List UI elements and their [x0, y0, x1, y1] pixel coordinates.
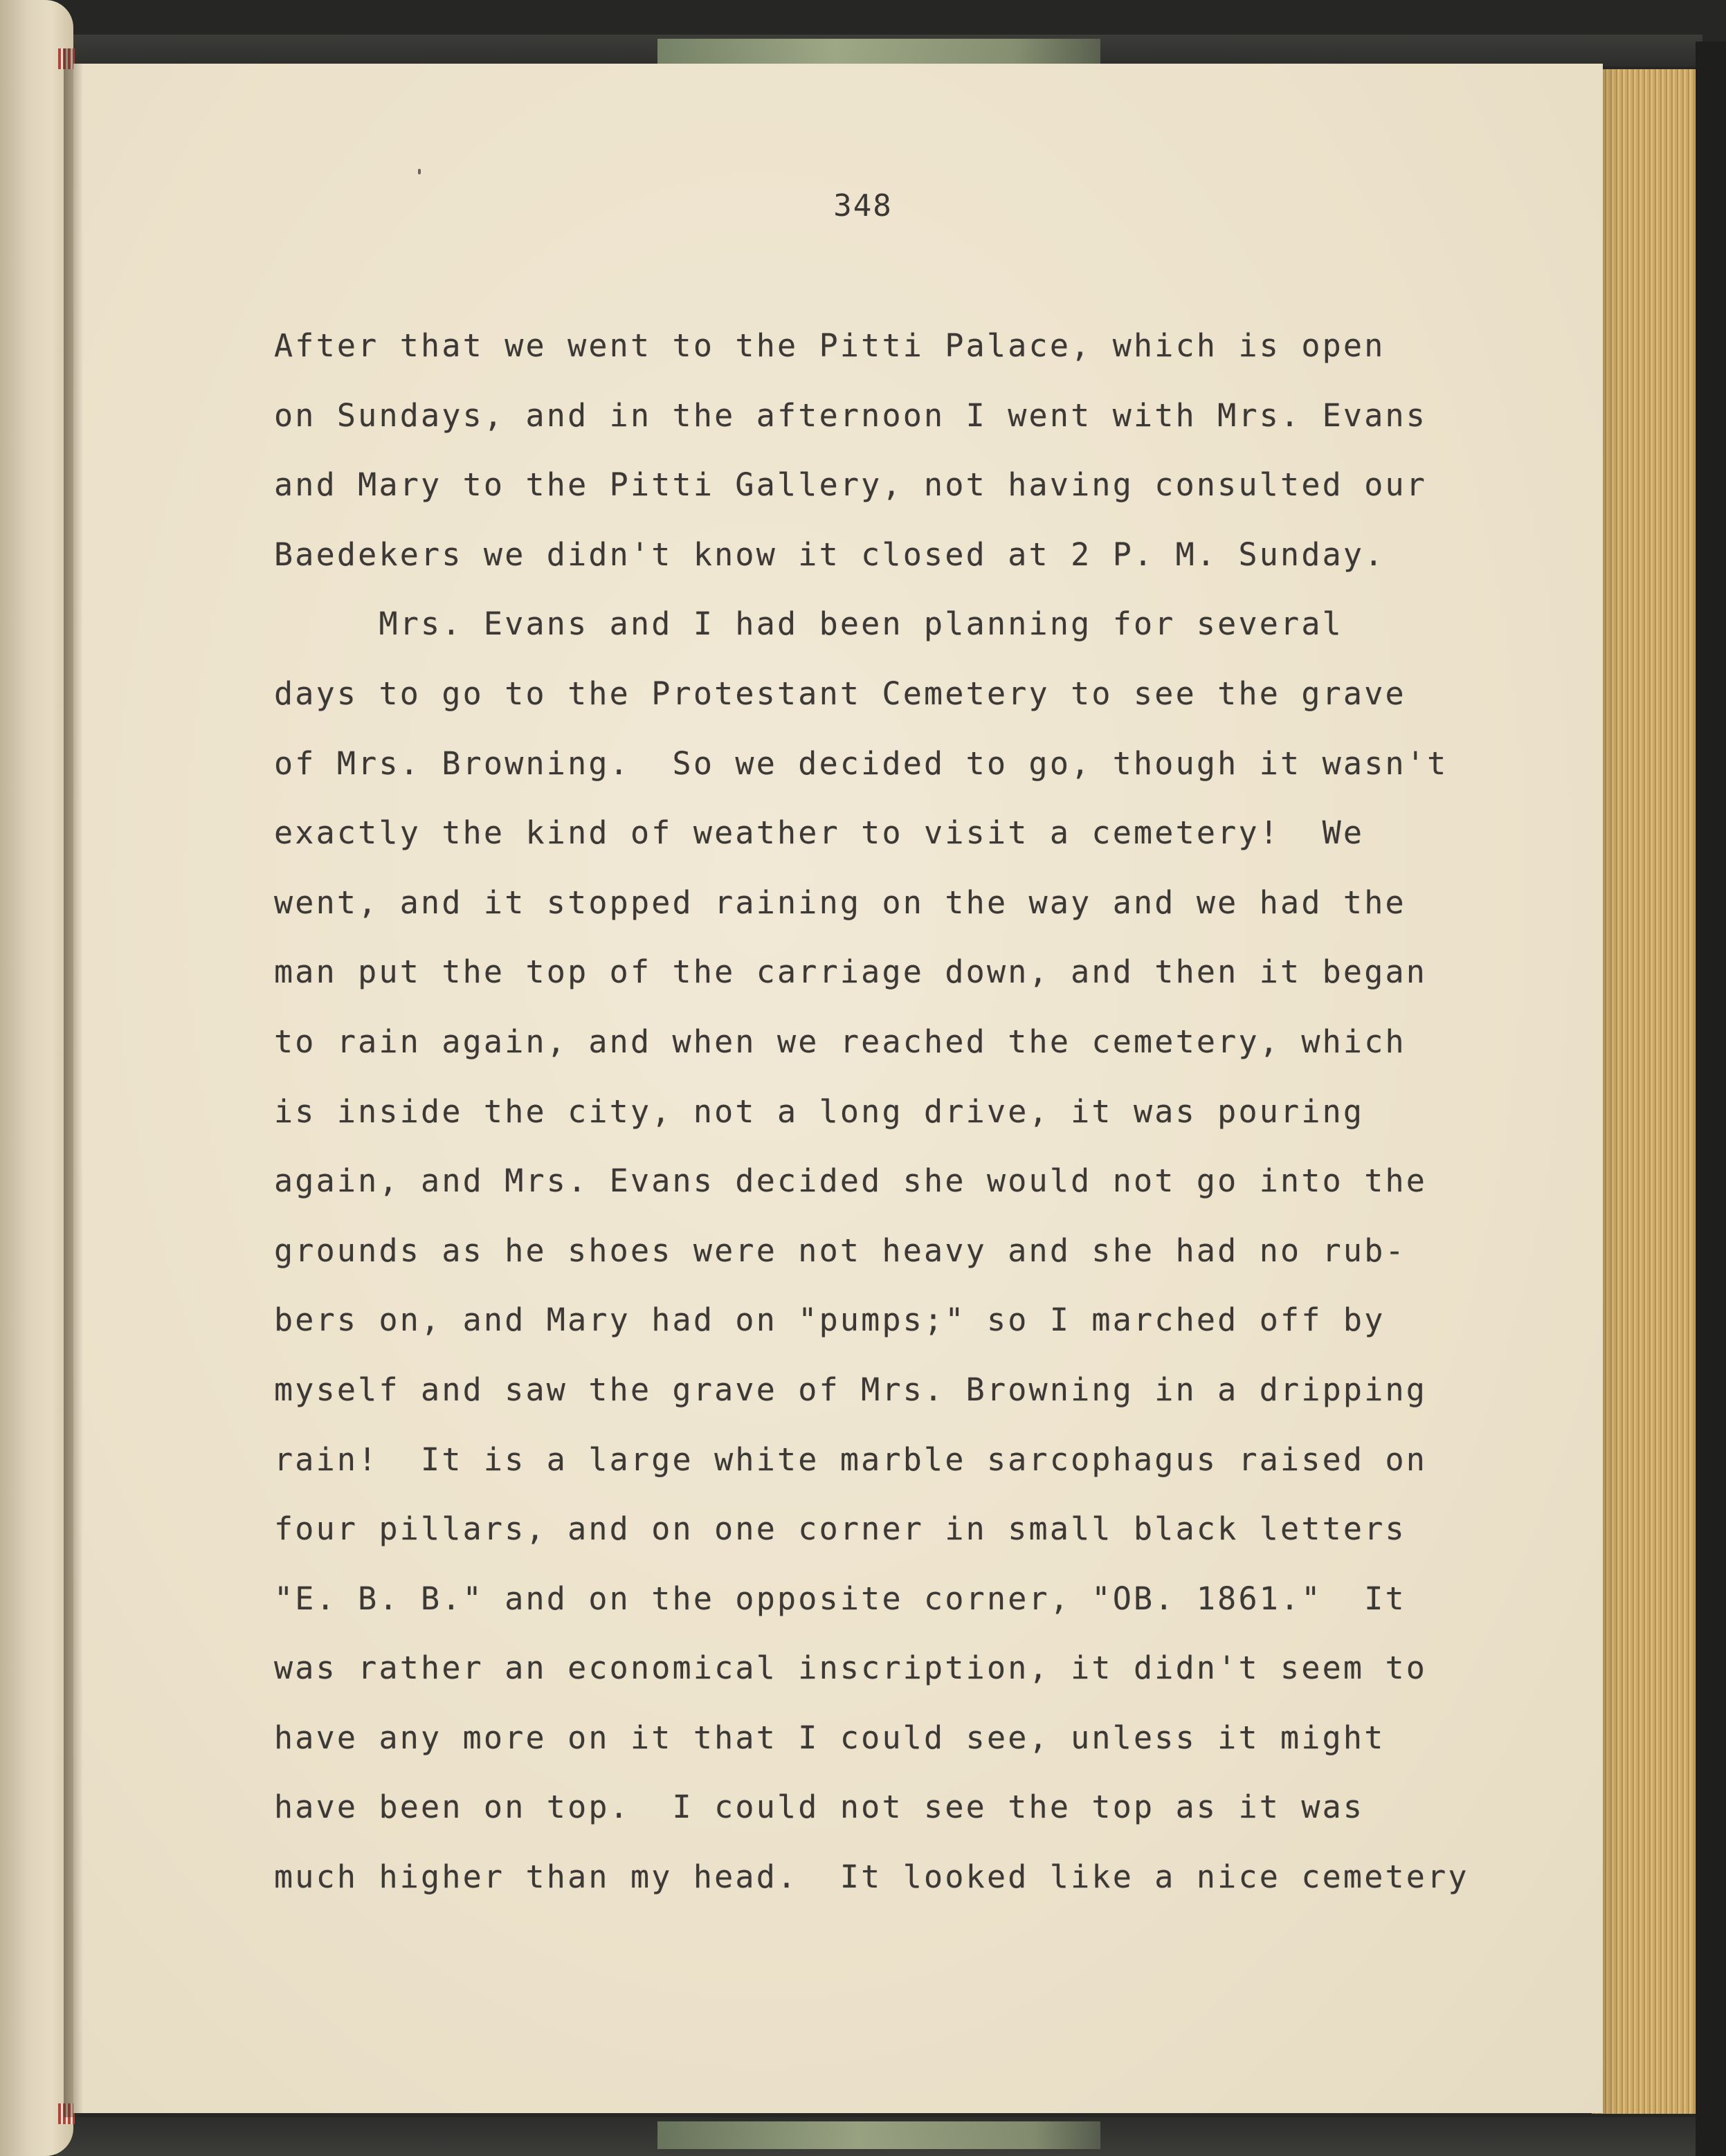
- text-line: again, and Mrs. Evans decided she would not go into the: [274, 1162, 1428, 1200]
- page-number: 348: [833, 188, 893, 223]
- spine-cloth-bottom: [657, 2121, 1100, 2149]
- text-line: have any more on it that I could see, unless it might: [274, 1719, 1386, 1756]
- text-line: four pillars, and on one corner in small black letters: [274, 1510, 1406, 1548]
- text-line: Baedekers we didn't know it closed at 2 P. M. Sunday.: [274, 536, 1386, 573]
- text-line: is inside the city, not a long drive, it was pouring: [274, 1093, 1365, 1130]
- facing-page-gutter: [0, 0, 73, 2156]
- text-line: went, and it stopped raining on the way and we had the: [274, 884, 1406, 921]
- text-line: rain! It is a large white marble sarcophagus raised on: [274, 1441, 1428, 1478]
- ink-speck: [418, 169, 421, 174]
- text-line: days to go to the Protestant Cemetery to see the grave: [274, 675, 1406, 712]
- text-line: have been on top. I could not see the top as it was: [274, 1789, 1365, 1826]
- text-line: to rain again, and when we reached the cemetery, which: [274, 1023, 1406, 1060]
- text-line: was rather an economical inscription, it didn't seem to: [274, 1650, 1428, 1687]
- text-line: exactly the kind of weather to visit a cemetery! We: [274, 814, 1365, 852]
- spine-cloth-top: [657, 39, 1100, 66]
- text-line: on Sundays, and in the afternoon I went with Mrs. Evans: [274, 396, 1428, 434]
- text-line: much higher than my head. It looked like a nice cemetery: [274, 1858, 1469, 1896]
- text-line: After that we went to the Pitti Palace, which is open: [274, 327, 1386, 364]
- text-line: grounds as he shoes were not heavy and she had no rub-: [274, 1232, 1406, 1269]
- text-line: Mrs. Evans and I had been planning for several: [274, 605, 1343, 643]
- typewritten-text: [274, 324, 1492, 1925]
- text-line: "E. B. B." and on the opposite corner, "OB. 1861." It: [274, 1580, 1406, 1617]
- gutter-shadow: [64, 48, 83, 2117]
- text-line: bers on, and Mary had on "pumps;" so I marched off by: [274, 1301, 1386, 1339]
- cover-right-edge: [1696, 42, 1726, 2156]
- text-line: man put the top of the carriage down, and then it began: [274, 953, 1428, 991]
- text-line: myself and saw the grave of Mrs. Browning in a dripping: [274, 1371, 1428, 1408]
- text-line: of Mrs. Browning. So we decided to go, though it wasn't: [274, 744, 1448, 782]
- text-line: and Mary to the Pitti Gallery, not having consulted our: [274, 466, 1428, 504]
